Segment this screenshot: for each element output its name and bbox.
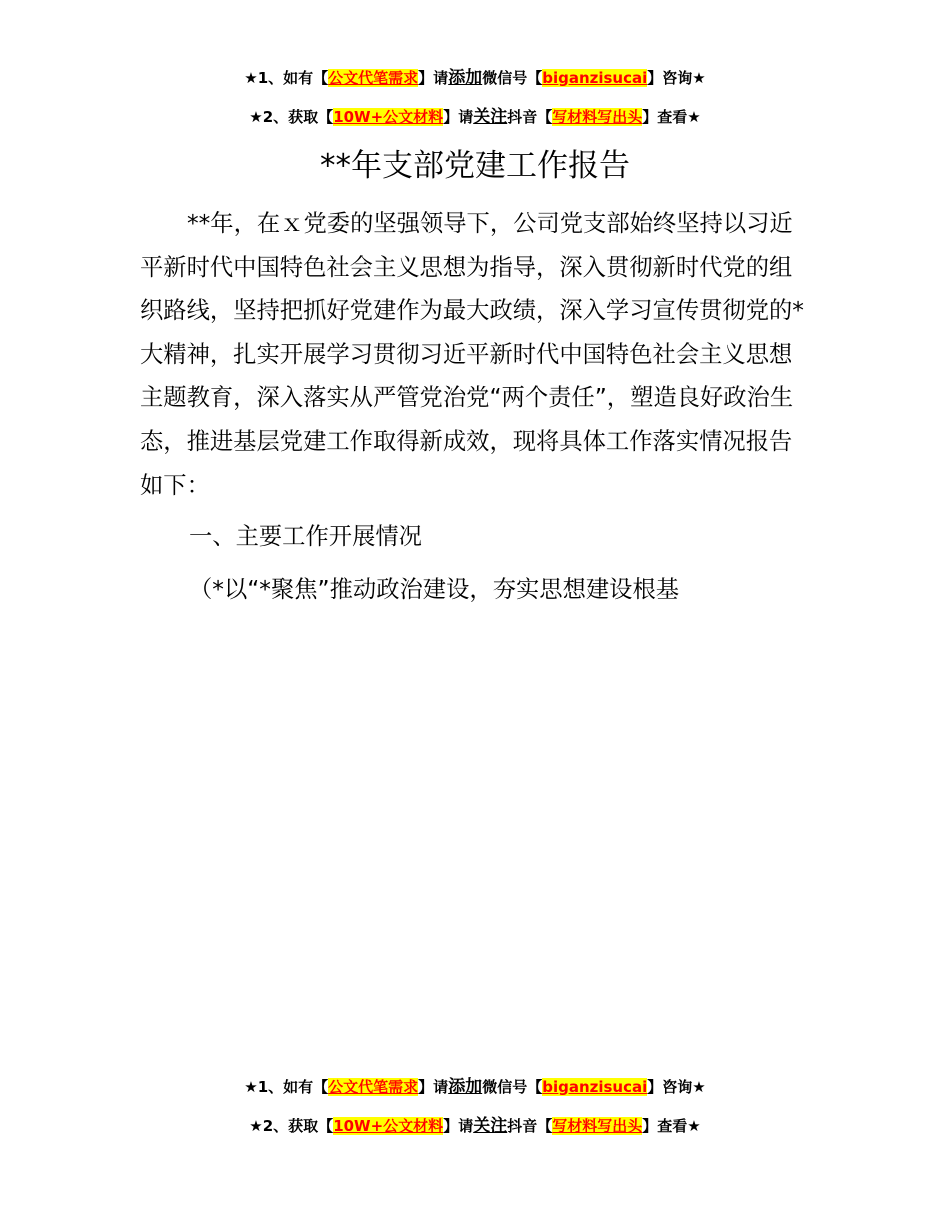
document-title: **年支部党建工作报告: [320, 148, 630, 184]
wechat-id: biganzisucai: [542, 1078, 648, 1096]
notice-text: 抖音【: [507, 1117, 553, 1135]
notice-text: 】请: [418, 69, 449, 87]
notice-text: 2、获取【: [262, 1117, 334, 1135]
notice-text: 1、如有【: [257, 69, 329, 87]
star-icon: ★: [244, 1078, 258, 1096]
emphasis-text: 添加: [448, 68, 483, 88]
notice-text: 】咨询: [647, 69, 693, 87]
notice-text: 微信号【: [482, 69, 543, 87]
body-paragraph: **年，在ｘ党委的坚强领导下，公司党支部始终坚持以习近平新时代中国特色社会主义思想为指导，深入贯彻新时代党的组织路线，坚持把抓好党建作为最大政绩，深入学习宣传贯彻党的*大精神，扎实开展学习贯彻习近平新时代中国特色社会主义思想主题教育，深入落实从严管党治党“两个责任”，塑造良好政治生态，推进基层党建工作取得新成效，现将具体工作落实情况报告如下：: [140, 210, 804, 499]
highlight-text: 公文代笔需求: [328, 1078, 419, 1096]
notice-text: 微信号【: [482, 1078, 543, 1096]
footer-notice-line-1: [0, 1077, 950, 1097]
douyin-id: 写材料写出头: [552, 1117, 643, 1135]
highlight-text: 10W+公文材料: [333, 1117, 444, 1135]
star-icon: ★: [244, 69, 258, 87]
highlight-text: 10W+公文材料: [333, 108, 444, 126]
subsection-heading: （*以“*聚焦”推动政治建设，夯实思想建设根基: [189, 576, 680, 603]
notice-text: 1、如有【: [257, 1078, 329, 1096]
star-icon: ★: [687, 1117, 701, 1135]
notice-text: 】查看: [642, 108, 688, 126]
douyin-id: 写材料写出头: [552, 108, 643, 126]
highlight-text: 公文代笔需求: [328, 69, 419, 87]
notice-text: 】请: [418, 1078, 449, 1096]
star-icon: ★: [249, 1117, 263, 1135]
notice-text: 】请: [443, 108, 474, 126]
star-icon: ★: [249, 108, 263, 126]
notice-text: 抖音【: [507, 108, 553, 126]
emphasis-text: 关注: [473, 1116, 508, 1136]
emphasis-text: 添加: [448, 1077, 483, 1097]
star-icon: ★: [687, 108, 701, 126]
notice-text: 】查看: [642, 1117, 688, 1135]
notice-text: 】请: [443, 1117, 474, 1135]
notice-line-1: [0, 68, 950, 88]
footer-notice-line-2: [0, 1116, 950, 1136]
wechat-id: biganzisucai: [542, 69, 648, 87]
section-heading: 一、主要工作开展情况: [189, 523, 422, 550]
notice-text: 】咨询: [647, 1078, 693, 1096]
star-icon: ★: [692, 1078, 706, 1096]
star-icon: ★: [692, 69, 706, 87]
emphasis-text: 关注: [473, 107, 508, 127]
notice-text: 2、获取【: [262, 108, 334, 126]
notice-line-2: [0, 107, 950, 127]
